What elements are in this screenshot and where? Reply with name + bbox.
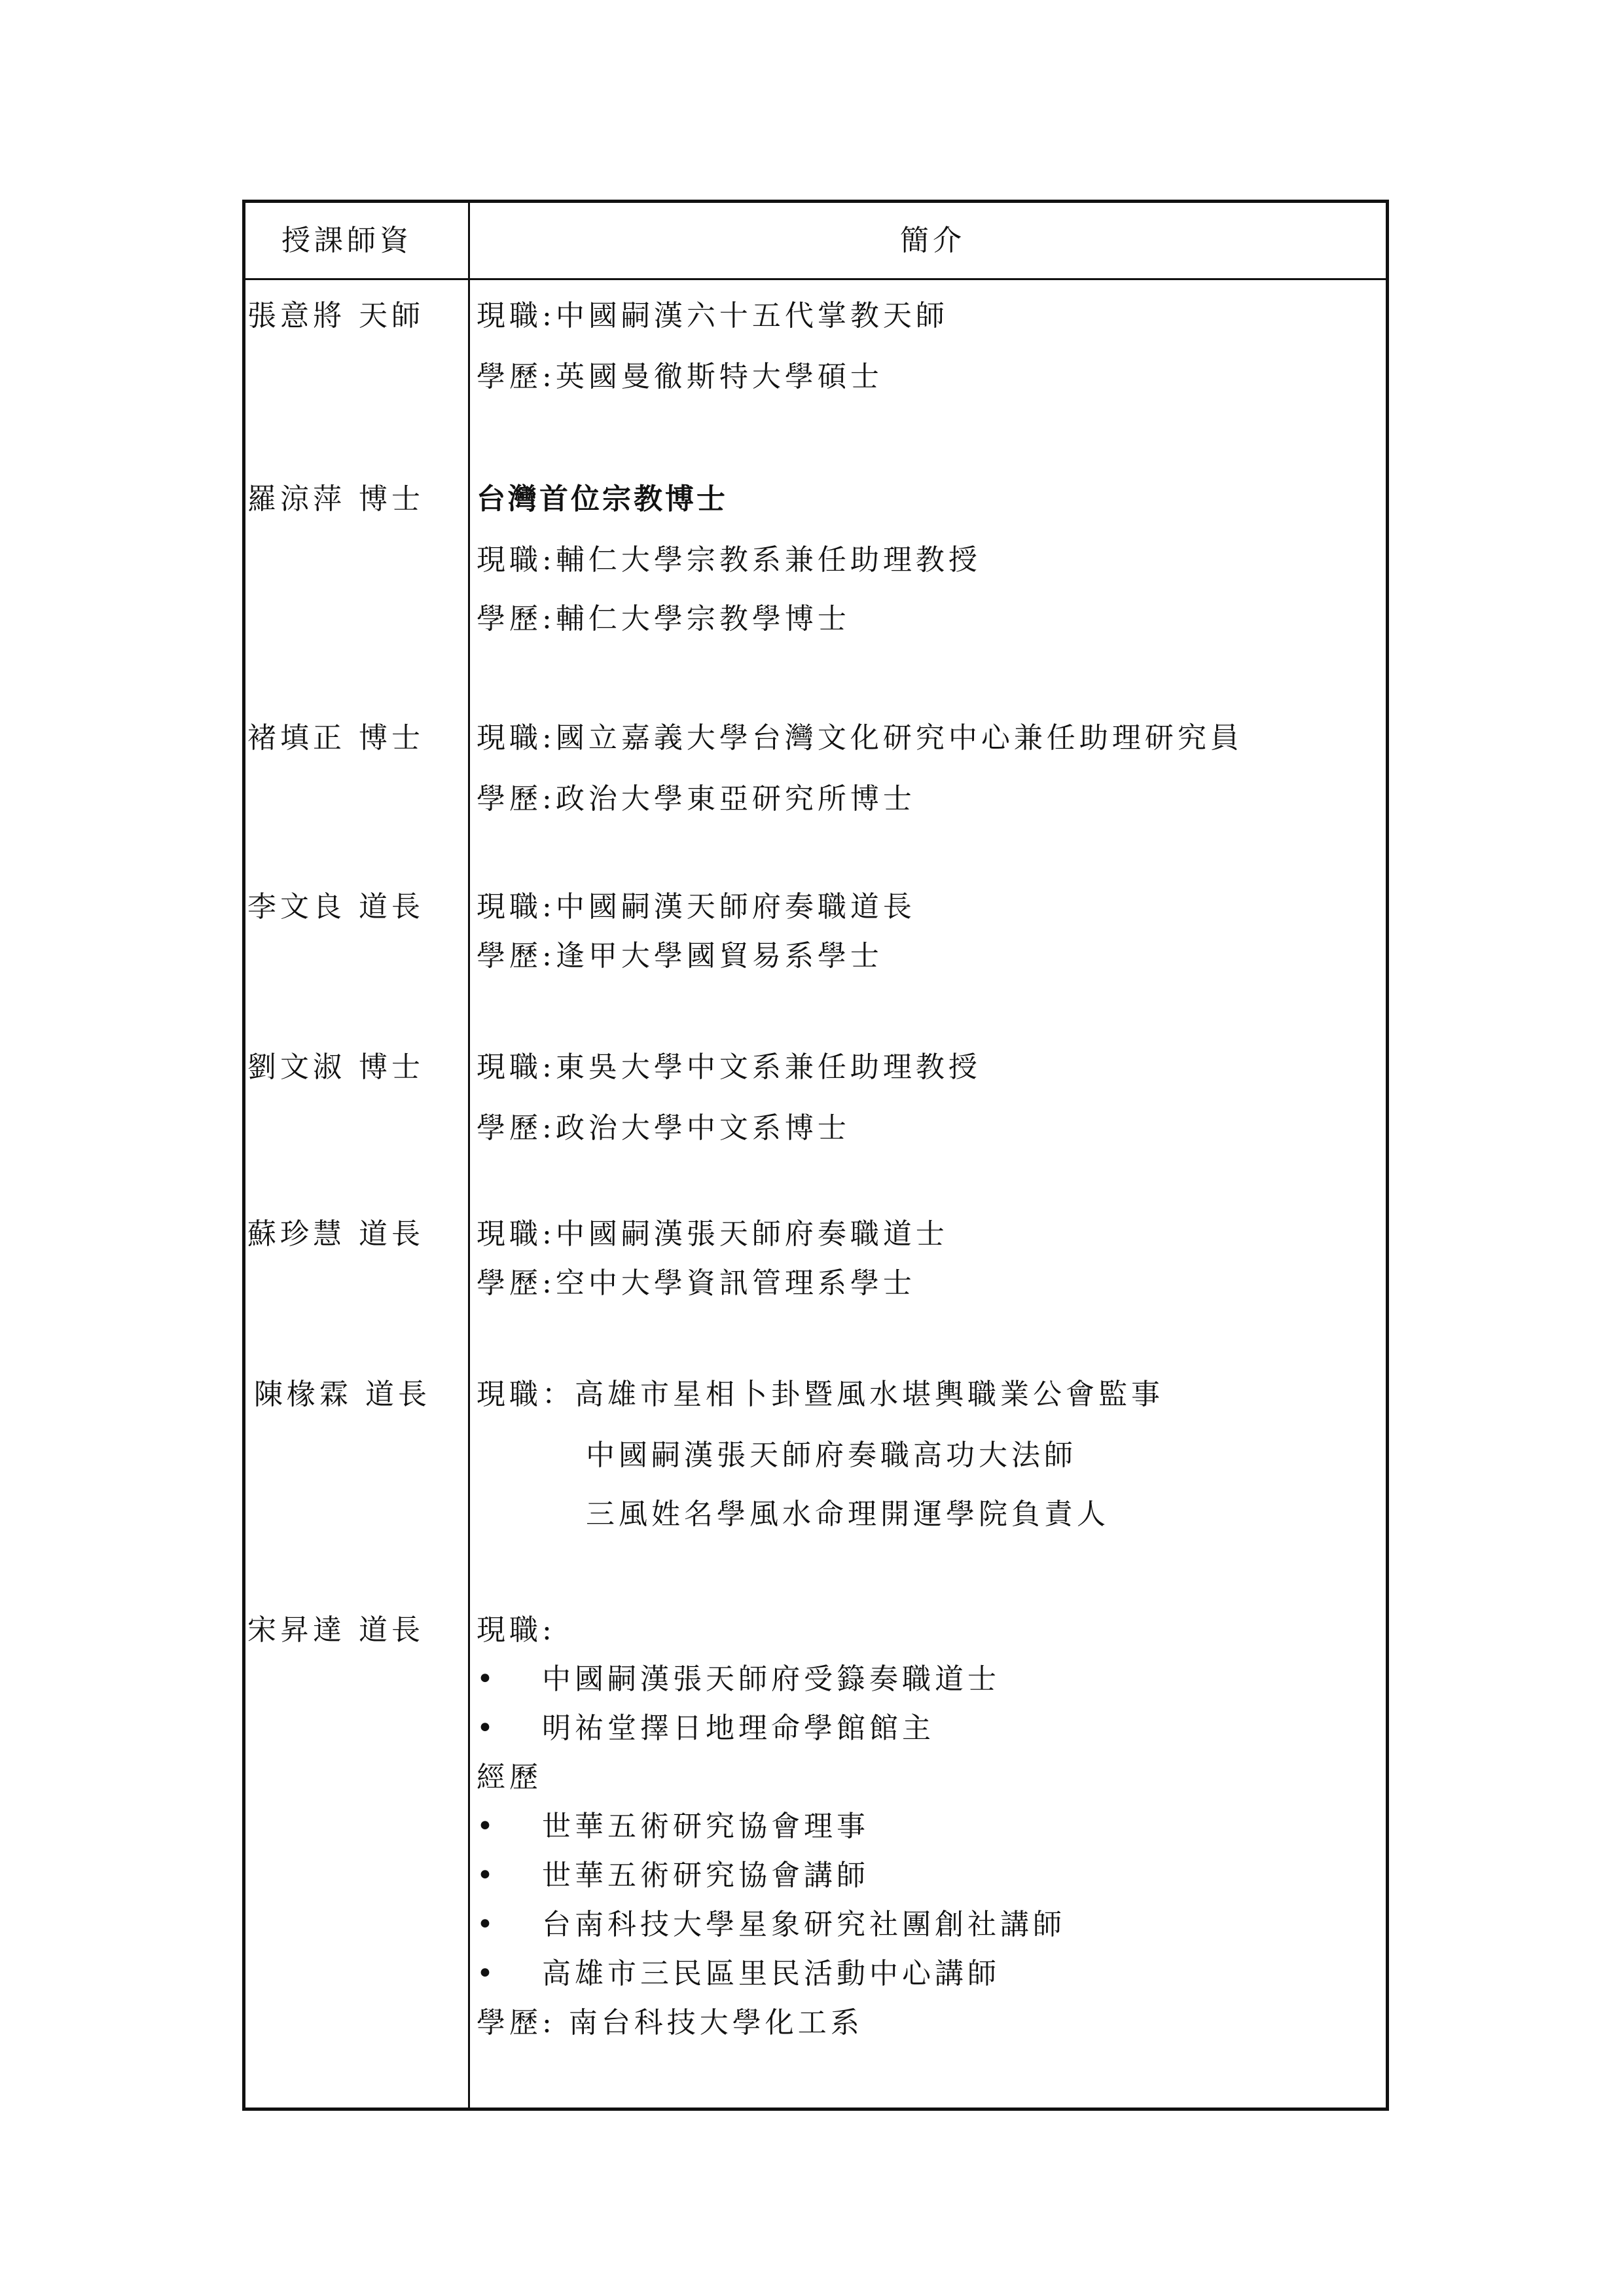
teacher-education: 學歷:英國曼徹斯特大學碩士 — [477, 360, 883, 393]
list-item: • 台南科技大學星象研究社團創社講師 — [477, 1907, 1066, 1943]
teacher-education: 學歷:政治大學東亞研究所博士 — [477, 782, 916, 816]
teacher-education: 學歷: 南台科技大學化工系 — [477, 2006, 863, 2039]
experience-label: 經歷 — [477, 1761, 542, 1794]
column-divider — [468, 200, 470, 2111]
header-teachers: 授課師資 — [281, 224, 412, 257]
list-item: • 中國嗣漢張天師府受籙奏職道士 — [477, 1661, 1000, 1698]
teacher-position-continued: 三風姓名學風水命理開運學院負責人 — [586, 1498, 1110, 1531]
teacher-education: 學歷:政治大學中文系博士 — [477, 1111, 850, 1145]
header-divider — [242, 278, 1389, 280]
teacher-position: 現職：高雄市星相卜卦暨風水堪輿職業公會監事 — [477, 1378, 1164, 1411]
list-item: • 世華五術研究協會理事 — [477, 1808, 869, 1845]
teacher-education: 學歷:空中大學資訊管理系學士 — [477, 1266, 916, 1300]
teacher-position: 現職:中國嗣漢天師府奏職道長 — [477, 890, 916, 924]
teacher-position: 現職:東吳大學中文系兼任助理教授 — [477, 1050, 981, 1084]
teacher-name: 李文良 道長 — [247, 890, 424, 924]
bullet-icon: • — [477, 1712, 497, 1745]
list-item: • 高雄市三民區里民活動中心講師 — [477, 1956, 1000, 1992]
teacher-position: 現職:中國嗣漢張天師府奏職道士 — [477, 1217, 948, 1251]
list-item: • 明祐堂擇日地理命學館館主 — [477, 1710, 935, 1747]
current-position-label: 現職: — [477, 1613, 556, 1647]
teacher-name: 劉文淑 博士 — [247, 1050, 424, 1084]
bullet-icon: • — [477, 1859, 497, 1892]
teacher-position: 現職:國立嘉義大學台灣文化研究中心兼任助理研究員 — [477, 721, 1243, 755]
teacher-name: 宋昇達 道長 — [247, 1613, 424, 1647]
teacher-education: 學歷:輔仁大學宗教學博士 — [477, 602, 850, 636]
teacher-education: 學歷:逢甲大學國貿易系學士 — [477, 939, 883, 973]
teacher-name: 羅涼萍 博士 — [247, 482, 424, 516]
teacher-position: 現職:輔仁大學宗教系兼任助理教授 — [477, 543, 981, 577]
list-item: • 世華五術研究協會講師 — [477, 1857, 869, 1894]
bullet-icon: • — [477, 1662, 497, 1696]
teacher-name: 褚填正 博士 — [247, 721, 424, 755]
teacher-highlight: 台灣首位宗教博士 — [477, 482, 728, 516]
teacher-name: 陳椽霖 道長 — [254, 1378, 431, 1411]
bullet-icon: • — [477, 1908, 497, 1941]
teacher-name: 蘇珍慧 道長 — [247, 1217, 424, 1251]
bullet-icon: • — [477, 1957, 497, 1990]
teacher-name: 張意將 天師 — [247, 299, 424, 332]
teacher-position: 現職:中國嗣漢六十五代掌教天師 — [477, 299, 948, 332]
bullet-icon: • — [477, 1810, 497, 1843]
teacher-position-continued: 中國嗣漢張天師府奏職高功大法師 — [586, 1439, 1077, 1472]
header-introduction: 簡介 — [900, 224, 965, 257]
